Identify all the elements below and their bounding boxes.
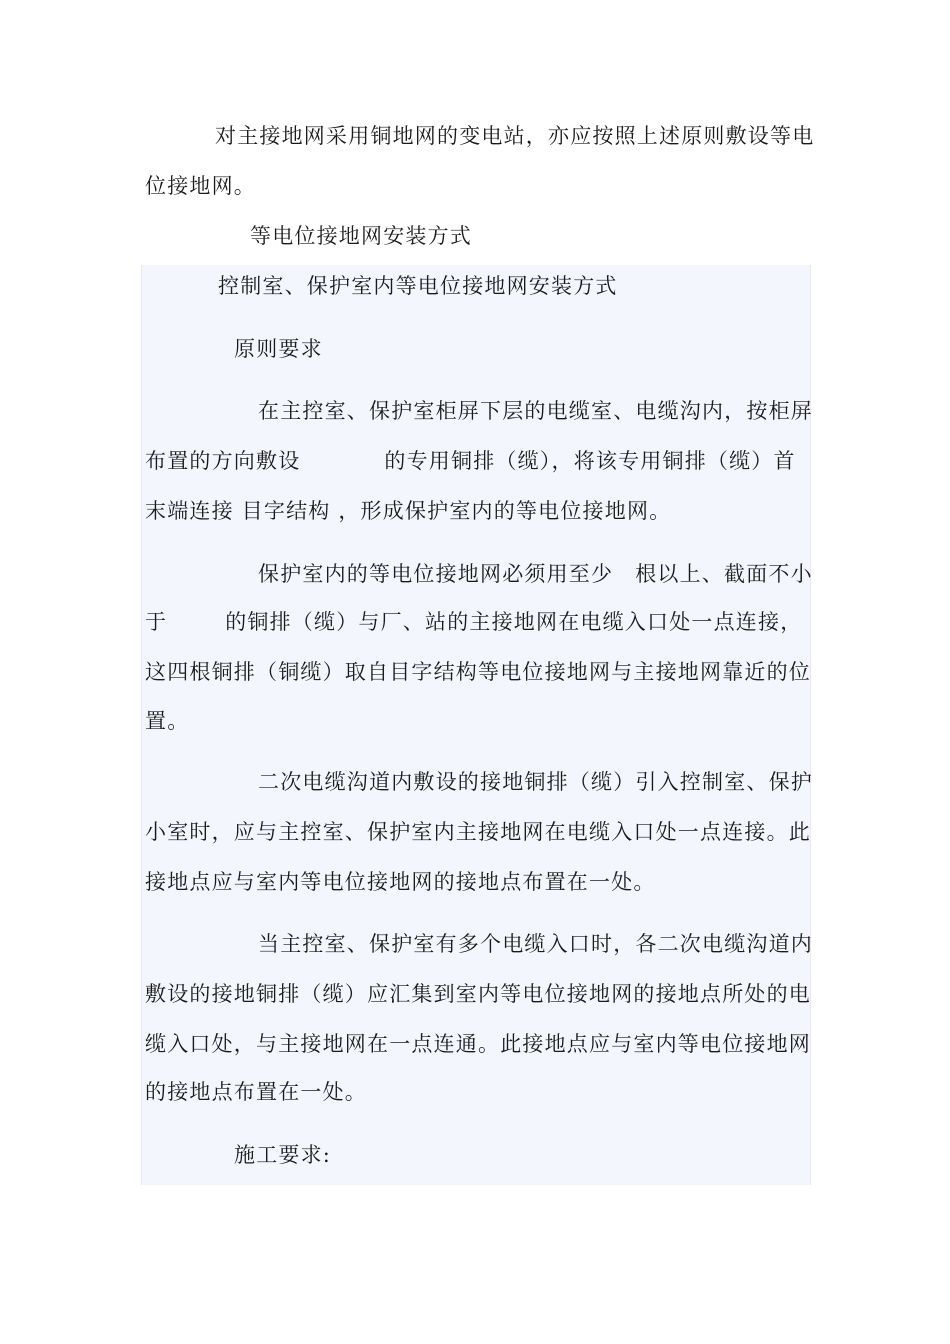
p4-line-1: 当主控室、保护室有多个电缆入口时，各二次电缆沟道内 bbox=[258, 932, 813, 956]
p2-line-2a: 于 bbox=[145, 610, 168, 634]
p4-line-2: 敷设的接地铜排（缆）应汇集到室内等电位接地网的接地点所处的电 bbox=[145, 982, 811, 1006]
principle-heading: 原则要求 bbox=[234, 337, 323, 361]
p2-line-1 bbox=[258, 559, 813, 589]
p2-line-2 bbox=[145, 607, 807, 637]
p1-line-3: 末端连接 目字结构 ，形成保护室内的等电位接地网。 bbox=[145, 499, 672, 523]
p1-line-1: 在主控室、保护室柜屏下层的电缆室、电缆沟内，按柜屏 bbox=[258, 399, 813, 423]
p3-line-2: 小室时，应与主控室、保护室内主接地网在电缆入口处一点连接。此 bbox=[145, 820, 811, 844]
intro-line-2: 位接地网。 bbox=[145, 174, 256, 198]
p2-line-1a: 保护室内的等电位接地网必须用至少 bbox=[258, 562, 614, 586]
p2-line-3: 这四根铜排（铜缆）取自目字结构等电位接地网与主接地网靠近的位 bbox=[145, 660, 811, 684]
panel-subtitle: 控制室、保护室内等电位接地网安装方式 bbox=[218, 274, 618, 298]
p1-line-2 bbox=[145, 446, 807, 476]
p3-line-1: 二次电缆沟道内敷设的接地铜排（缆）引入控制室、保护 bbox=[258, 770, 813, 794]
p4-line-4: 的接地点布置在一处。 bbox=[145, 1080, 367, 1104]
p4-line-3: 缆入口处，与主接地网在一点连通。此接地点应与室内等电位接地网 bbox=[145, 1032, 811, 1056]
p2-line-4: 置。 bbox=[145, 709, 190, 733]
construction-heading: 施工要求: bbox=[234, 1143, 332, 1167]
p2-line-2b: 的铜排（缆）与厂、站的主接地网在电缆入口处一点连接， bbox=[225, 610, 803, 634]
p1-line-2a: 布置的方向敷设 bbox=[145, 449, 301, 473]
intro-line-1: 对主接地网采用铜地网的变电站，亦应按照上述原则敷设等电 bbox=[215, 124, 815, 148]
section-title: 等电位接地网安装方式 bbox=[250, 224, 472, 248]
p2-line-1b: 根以上、截面不小 bbox=[635, 562, 813, 586]
p3-line-3: 接地点应与室内等电位接地网的接地点布置在一处。 bbox=[145, 870, 656, 894]
p1-line-2b: 的专用铜排（缆），将该专用铜排（缆）首 bbox=[384, 449, 796, 473]
